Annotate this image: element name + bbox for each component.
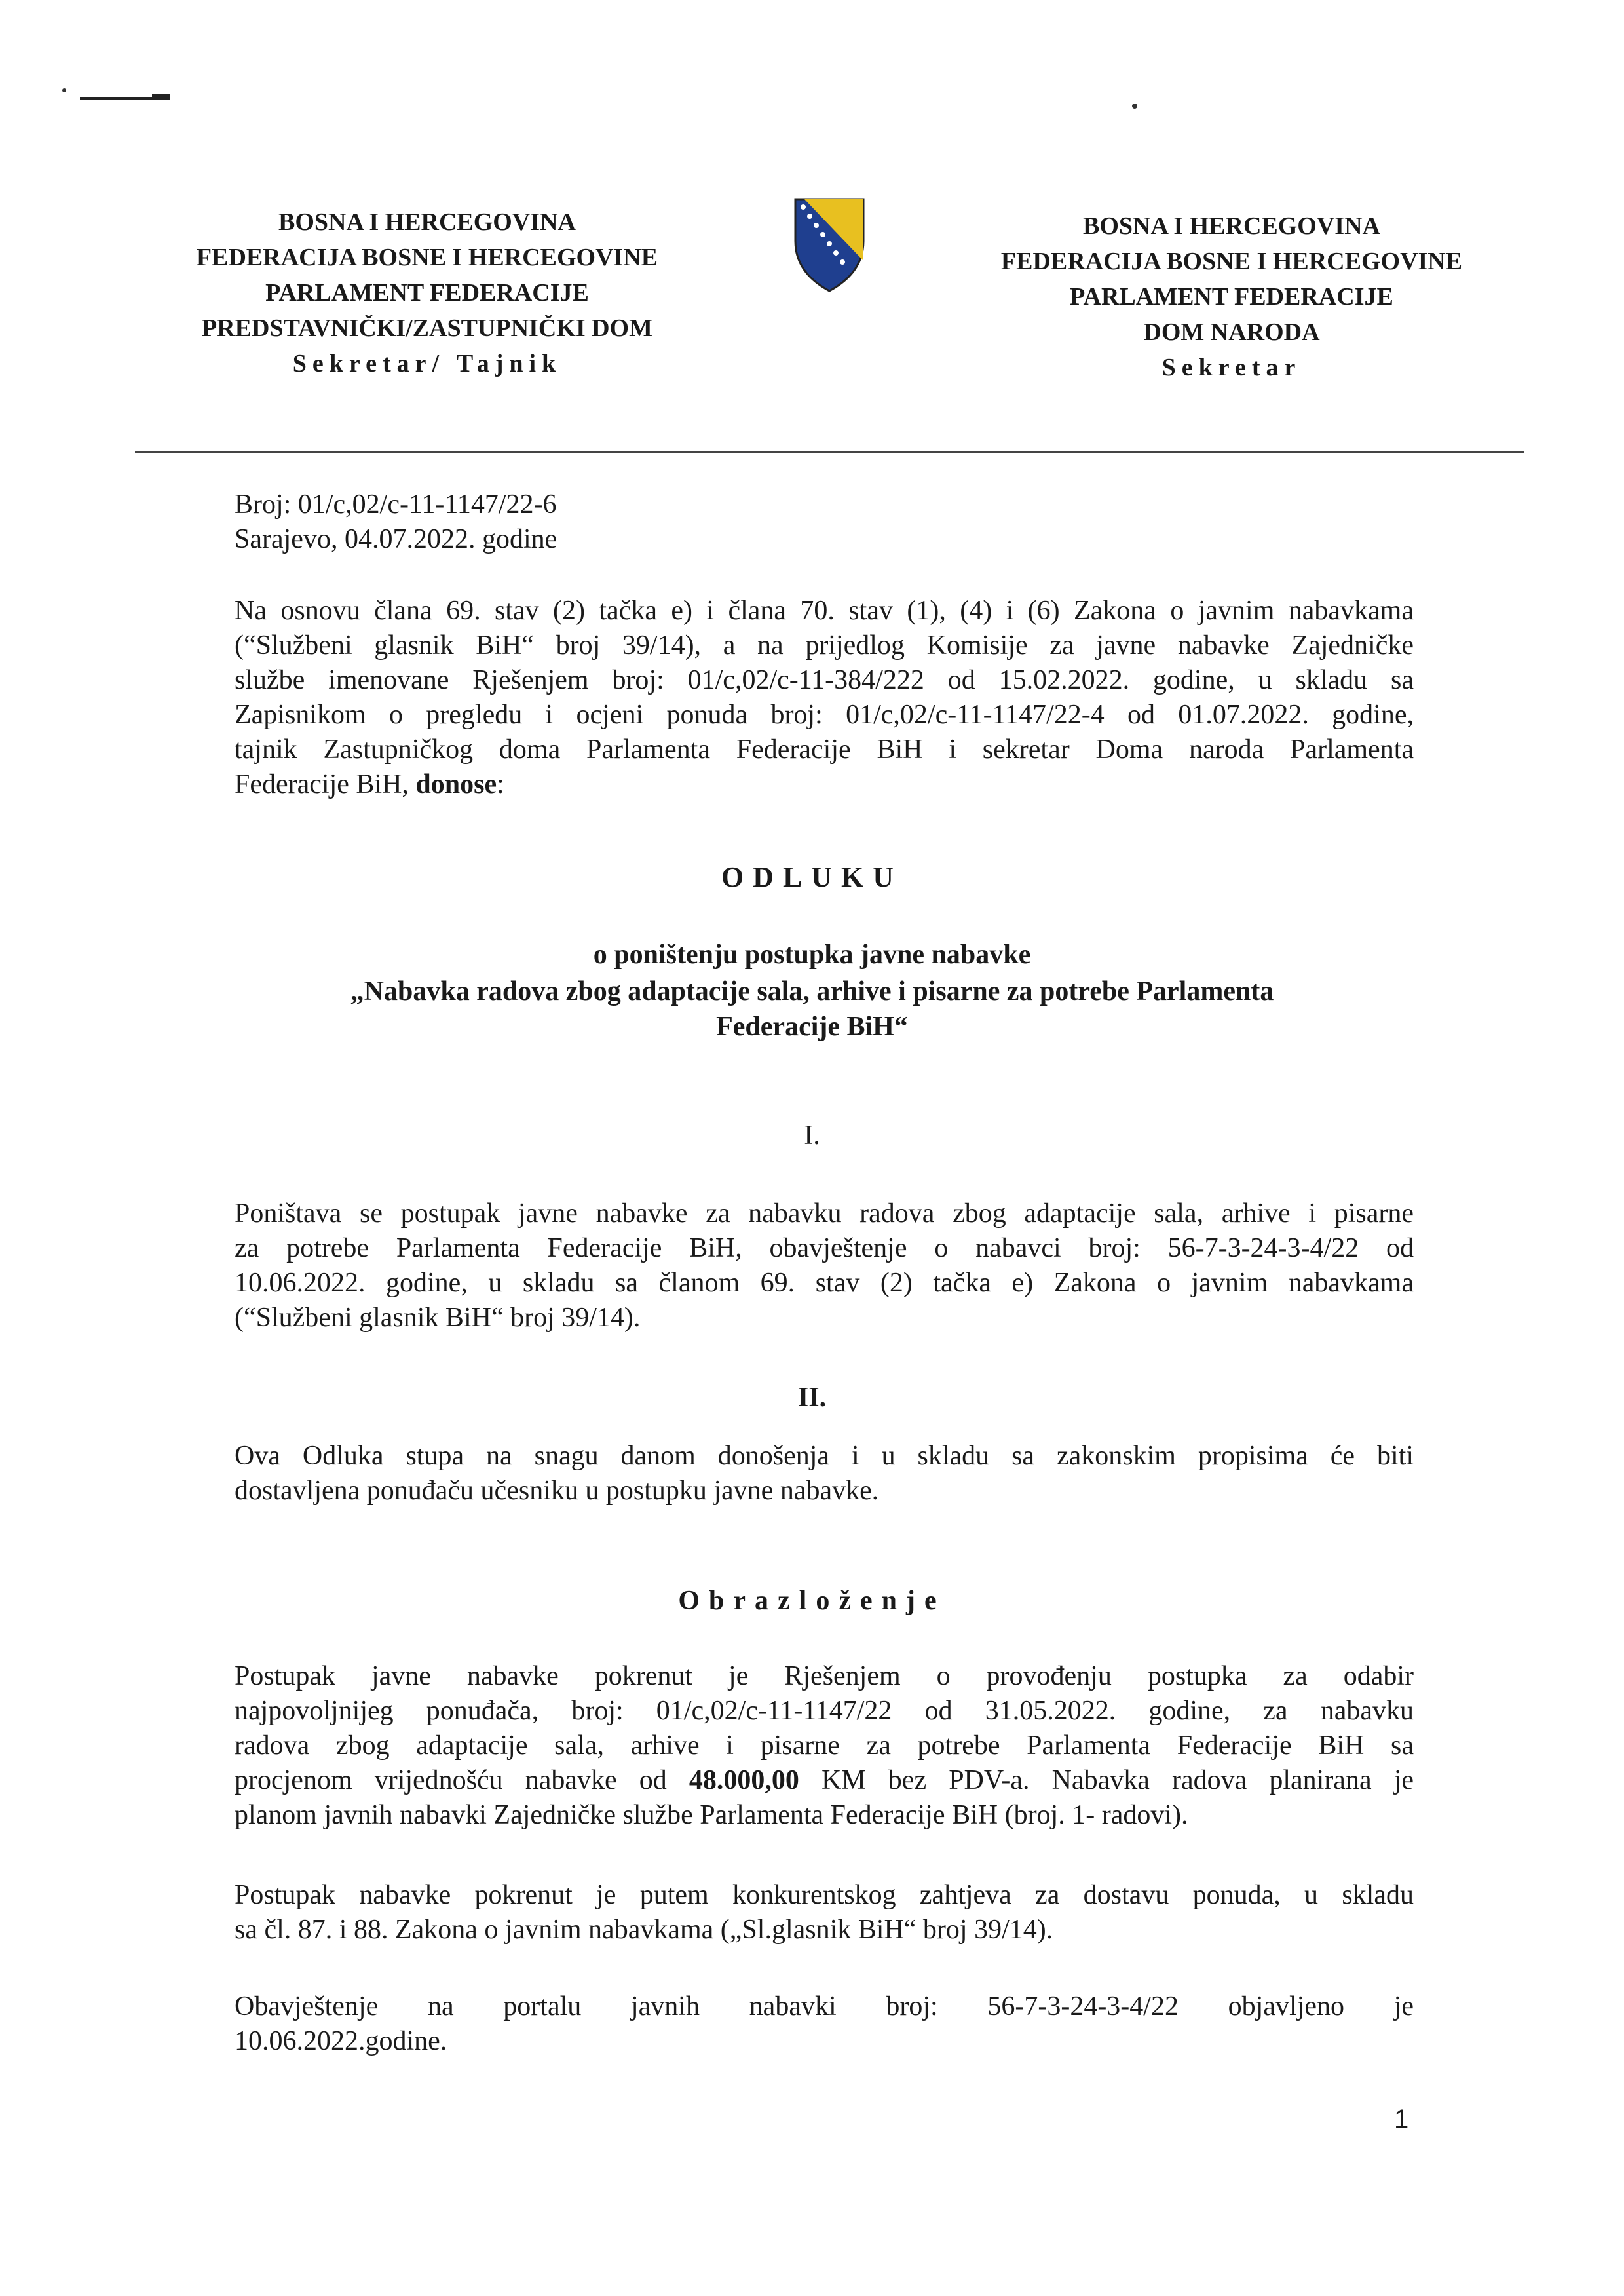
document-date: Sarajevo, 04.07.2022. godine	[235, 524, 557, 554]
reasoning-line: Postupak javne nabavke pokrenut je Rješenjem o provođenju postupka za odabir	[235, 1661, 1414, 1691]
reasoning-line: sa čl. 87. i 88. Zakona o javnim nabavkama („Sl.glasnik BiH“ broj 39/14).	[235, 1915, 1053, 1945]
section-1-line: za potrebe Parlamenta Federacije BiH, obavještenje o nabavci broj: 56-7-3-24-3-4/22 od	[235, 1233, 1414, 1263]
reasoning-paragraph-1	[235, 1659, 1414, 1833]
preamble	[235, 594, 1414, 802]
header-left	[152, 204, 702, 381]
section-1-line: Poništava se postupak javne nabavke za nabavku radova zbog adaptacije sala, arhive i pisarne	[235, 1198, 1414, 1229]
section-2-text	[235, 1439, 1414, 1508]
preamble-verb: donose	[415, 769, 497, 799]
preamble-line: Na osnovu člana 69. stav (2) tačka e) i člana 70. stav (1), (4) i (6) Zakona o javnim nabavkama	[235, 596, 1414, 626]
decision-subtitle-3: Federacije BiH“	[716, 1012, 908, 1042]
preamble-line-last	[235, 767, 1414, 802]
reasoning-text: KM bez PDV-a. Nabavka radova planirana je	[799, 1765, 1414, 1795]
reasoning-heading: Obrazloženje	[678, 1586, 946, 1616]
reasoning-paragraph-2	[235, 1878, 1414, 1947]
header-right-line3: PARLAMENT FEDERACIJE	[1070, 283, 1393, 311]
header-right-line2: FEDERACIJA BOSNE I HERCEGOVINE	[1000, 248, 1463, 275]
section-2-line: Ova Odluka stupa na snagu danom donošenja i u skladu sa zakonskim propisima će biti	[235, 1441, 1414, 1471]
reasoning-line: radova zbog adaptacije sala, arhive i pisarne za potrebe Parlamenta Federacije BiH sa	[235, 1731, 1414, 1761]
section-1-heading: I.	[804, 1120, 820, 1151]
header-divider	[135, 451, 1524, 453]
preamble-line: službe imenovane Rješenjem broj: 01/c,02/c-11-384/222 od 15.02.2022. godine, u skladu sa	[235, 665, 1414, 695]
reasoning-line	[235, 1763, 1414, 1798]
reasoning-line: najpovoljnijeg ponuđača, broj: 01/c,02/c-11-1147/22 od 31.05.2022. godine, za nabavku	[235, 1696, 1414, 1726]
estimated-value: 48.000,00	[689, 1765, 799, 1795]
header-left-line4: PREDSTAVNIČKI/ZASTUPNIČKI DOM	[202, 315, 652, 342]
section-1-line: (“Službeni glasnik BiH“ broj 39/14).	[235, 1303, 641, 1333]
scan-mark	[60, 85, 178, 105]
header-right-line4: DOM NARODA	[1143, 318, 1320, 346]
section-2-line: dostavljena ponuđaču učesniku u postupku javne nabavke.	[235, 1476, 879, 1506]
header-right	[956, 208, 1507, 385]
document-number: Broj: 01/c,02/c-11-1147/22-6	[235, 489, 557, 520]
preamble-text: Federacije BiH,	[235, 769, 416, 799]
reasoning-line: Postupak nabavke pokrenut je putem konkurentskog zahtjeva za dostavu ponuda, u skladu	[235, 1880, 1414, 1910]
preamble-line: tajnik Zastupničkog doma Parlamenta Federacije BiH i sekretar Doma naroda Parlamenta	[235, 735, 1414, 765]
page-number: 1	[1394, 2105, 1409, 2133]
reasoning-paragraph-3	[235, 1989, 1414, 2059]
decision-subtitle-2: „Nabavka radova zbog adaptacije sala, arhive i pisarne za potrebe Parlamenta	[350, 976, 1274, 1006]
reasoning-line: 10.06.2022.godine.	[235, 2026, 447, 2056]
preamble-colon: :	[497, 769, 504, 799]
header-right-line1: BOSNA I HERCEGOVINA	[1083, 212, 1380, 240]
coat-of-arms-icon	[790, 195, 869, 294]
decision-subtitle-1: o poništenju postupka javne nabavke	[593, 940, 1031, 970]
section-1-line: 10.06.2022. godine, u skladu sa članom 69. stav (2) tačka e) Zakona o javnim nabavkama	[235, 1268, 1414, 1298]
decision-title: ODLUKU	[721, 861, 903, 893]
section-1-text	[235, 1196, 1414, 1335]
preamble-line: Zapisnikom o pregledu i ocjeni ponuda broj: 01/c,02/c-11-1147/22-4 od 01.07.2022. godine,	[235, 700, 1414, 730]
document-meta	[235, 488, 1414, 557]
reasoning-text: procjenom vrijednošću nabavke od	[235, 1765, 689, 1795]
header-right-line5: Sekretar	[1161, 354, 1302, 381]
header-left-line2: FEDERACIJA BOSNE I HERCEGOVINE	[196, 244, 658, 271]
header-left-line5: Sekretar/ Tajnik	[292, 350, 562, 377]
header-left-line1: BOSNA I HERCEGOVINA	[278, 208, 576, 236]
section-2-heading: II.	[797, 1383, 827, 1413]
preamble-line: (“Službeni glasnik BiH“ broj 39/14), a na prijedlog Komisije za javne nabavke Zajedničke	[235, 630, 1414, 660]
scan-dot	[1132, 104, 1137, 109]
reasoning-line: planom javnih nabavki Zajedničke službe Parlamenta Federacije BiH (broj. 1- radovi).	[235, 1800, 1188, 1830]
header-left-line3: PARLAMENT FEDERACIJE	[265, 279, 589, 307]
reasoning-line: Obavještenje na portalu javnih nabavki broj: 56-7-3-24-3-4/22 objavljeno je	[235, 1991, 1414, 2021]
